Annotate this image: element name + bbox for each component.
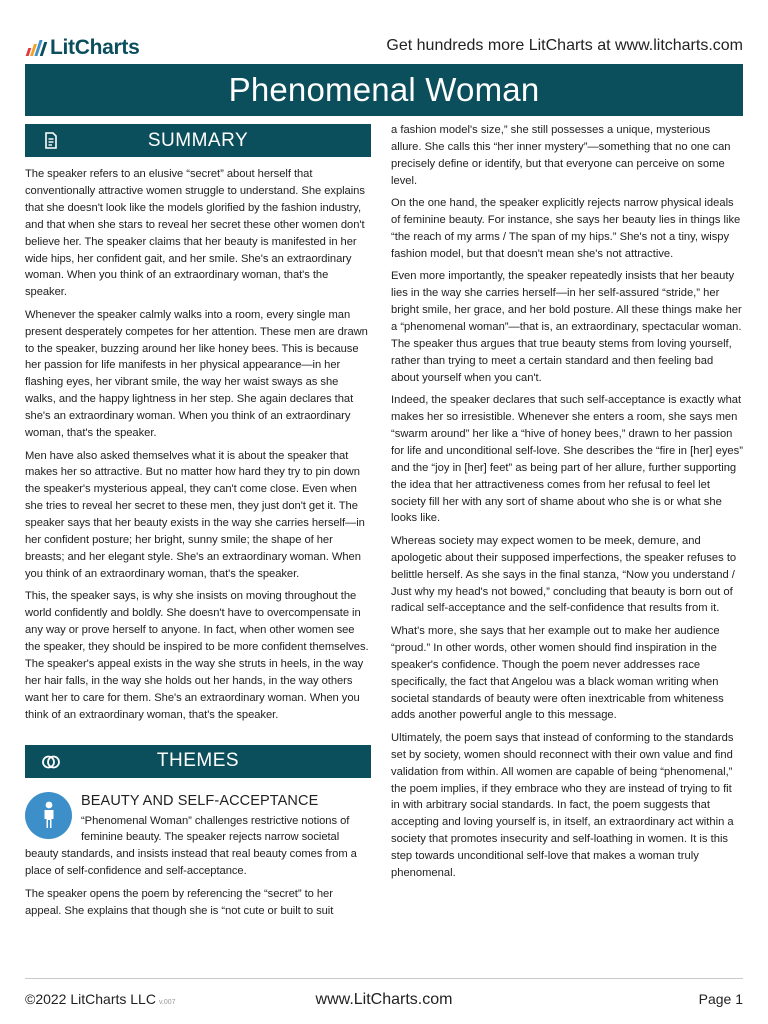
page-number: Page 1: [698, 991, 743, 1007]
litcharts-logo[interactable]: [27, 34, 139, 62]
body-paragraph: Indeed, the speaker declares that such self-acceptance is exactly what makes her so irresistible. Whenever she enters a room, she says men “swarm around” her like a “hive of honey bees,” drawn to her passion for life and unconditional self-love. She describes the “fire in [her] eyes” and the “joy in [her] feet” as being part of her allure, further supporting the idea that her attractiveness comes from her refusal to feel let society fill her with any sort of shame about who she is or what she looks like.: [391, 394, 743, 525]
summary-paragraph: Whenever the speaker calmly walks into a room, every single man present desperately competes for her attention. These men are drawn to the speaker, buzzing around her like honey bees. This is because her passion for life manifests in her physical appearance—in her flashing eyes, her vibrant smile, the way her waist sways as she walks, and the happy lightness in her step. She again declares that she's an extraordinary woman. When you think of an extraordinary woman, that's the speaker.: [25, 308, 368, 440]
theme-title: BEAUTY AND SELF-ACCEPTANCE: [81, 792, 319, 809]
logo-bars-icon: [27, 40, 45, 56]
version-label: v.007: [158, 999, 176, 1006]
copyright-text: ©2022 LitCharts LLC: [25, 991, 156, 1007]
footer-divider: [25, 978, 743, 979]
theme-beauty: [25, 790, 371, 920]
themes-heading: THEMES: [156, 750, 240, 771]
themes-header: [25, 745, 371, 778]
body-paragraph: What's more, she says that her example out to make her audience “proud.” In other words, other women should find inspiration in the speaker's confidence. Though the poem never addresses race specifically, the fact that Angelou was a black woman writing when societal standards of beauty were often inextricable from whiteness adds another powerful angle to this message.: [391, 624, 724, 722]
person-icon: [25, 792, 72, 839]
summary-paragraph: The speaker refers to an elusive “secret” about herself that conventionally attractive women struggle to understand. She explains that she doesn't look like the models glorified by the fashion industry, and that when she stars to reveal her secret these other women don't believe her. The speaker claims that her beauty is manifested in her wide hips, her confident gait, and her smile. She's an extraordinary woman. When you think of an extraordinary woman, that's the speaker.: [25, 168, 365, 299]
summary-heading: SUMMARY: [147, 129, 249, 151]
top-bar: [25, 34, 743, 62]
footer: [25, 990, 743, 1012]
right-column: [391, 122, 743, 887]
theme-paragraph: The speaker opens the poem by referencing the “secret” to her appeal. She explains that though she is “not cute or built to suit: [25, 887, 334, 917]
theme-paragraph: “Phenomenal Woman” challenges restrictive notions of feminine beauty. The speaker rejects narrow societal beauty standards, and insists instead that real beauty comes from a place of self-confidence and self-acceptance.: [25, 814, 357, 878]
summary-paragraph: This, the speaker says, is why she insists on moving throughout the world confidently and boldly. She doesn't have to overcompensate in any way or prove herself to anyone. In fact, when other women see the speaker, they should be inspired to be more confident themselves. The speaker's appeal exists in the way she struts in heels, in the way her hair falls, in the way she holds out her hands, in the way others want her to care for them. She's an extraordinary woman. When you think of an extraordinary woman, that's the speaker.: [25, 590, 369, 721]
document-icon: [41, 131, 61, 151]
body-paragraph: Whereas society may expect women to be meek, demure, and apologetic about their supposed imperfections, the speaker refuses to belittle herself. As she says in the final stanza, “Now you understand / Just why my head's not bowed,” concluding that beauty is born out of radical self-acceptance and the self-confidence that results from it.: [391, 534, 737, 615]
summary-header: [25, 124, 371, 157]
body-paragraph: On the one hand, the speaker explicitly rejects narrow physical ideals of feminine beauty. For instance, she says her beauty lies in things like “the reach of my arms / The span of my hips.” She's not a tiny, wispy fashion model, but that doesn't mean she's not attractive.: [391, 197, 741, 260]
summary-paragraph: Men have also asked themselves what it is about the speaker that makes her so attractive. But no matter how hard they try to pin down the speaker's mysterious appeal, they can't come close. Even when she tries to reveal her secret to these men, they just don't get it. The speaker says that her beauty exists in the way she carries herself—in her confident posture; her bright, sunny smile; the shape of her breasts; and her elegant style. She's an extraordinary woman. When you think of an extraordinary woman, that's the speaker.: [25, 449, 365, 580]
tagline-link[interactable]: Get hundreds more LitCharts at www.litcharts.com: [386, 37, 743, 54]
logo-text: LitCharts: [50, 36, 140, 59]
body-paragraph: Ultimately, the poem says that instead of conforming to the standards set by society, women should reconnect with their own value and find validation from within. All women are capable of being “phenomenal,” the poem implies, if they embrace who they are instead of trying to fit in with arbitrary social standards. In fact, the poem suggests that accepting and loving yourself is, in itself, an extraordinary act within a society that promotes insecurity and self-loathing in women. It is this step towards unconditional self-love that makes a woman truly phenomenal.: [391, 731, 734, 880]
body-paragraph: Even more importantly, the speaker repeatedly insists that her beauty lies in the way she carries herself—in her self-assured “stride,” her bright smile, her grace, and her bold posture. All these things make her a “phenomenal woman”—that is, an extraordinary, spectacular woman. The speaker thus argues that true beauty stems from loving yourself, rather than trying to meet a certain standard and then feeling bad about yourself when you can't.: [391, 270, 742, 384]
title-banner: [25, 64, 743, 116]
body-paragraph: a fashion model's size,” she still possesses a unique, mysterious allure. She calls this “her inner mystery”—something that no one can precisely define or identify, but that everyone can perceive on some level.: [391, 124, 731, 187]
footer-url-link[interactable]: www.LitCharts.com: [315, 991, 453, 1008]
rings-icon: [41, 752, 61, 772]
page-title: Phenomenal Woman: [228, 71, 540, 108]
left-column: [25, 124, 371, 925]
